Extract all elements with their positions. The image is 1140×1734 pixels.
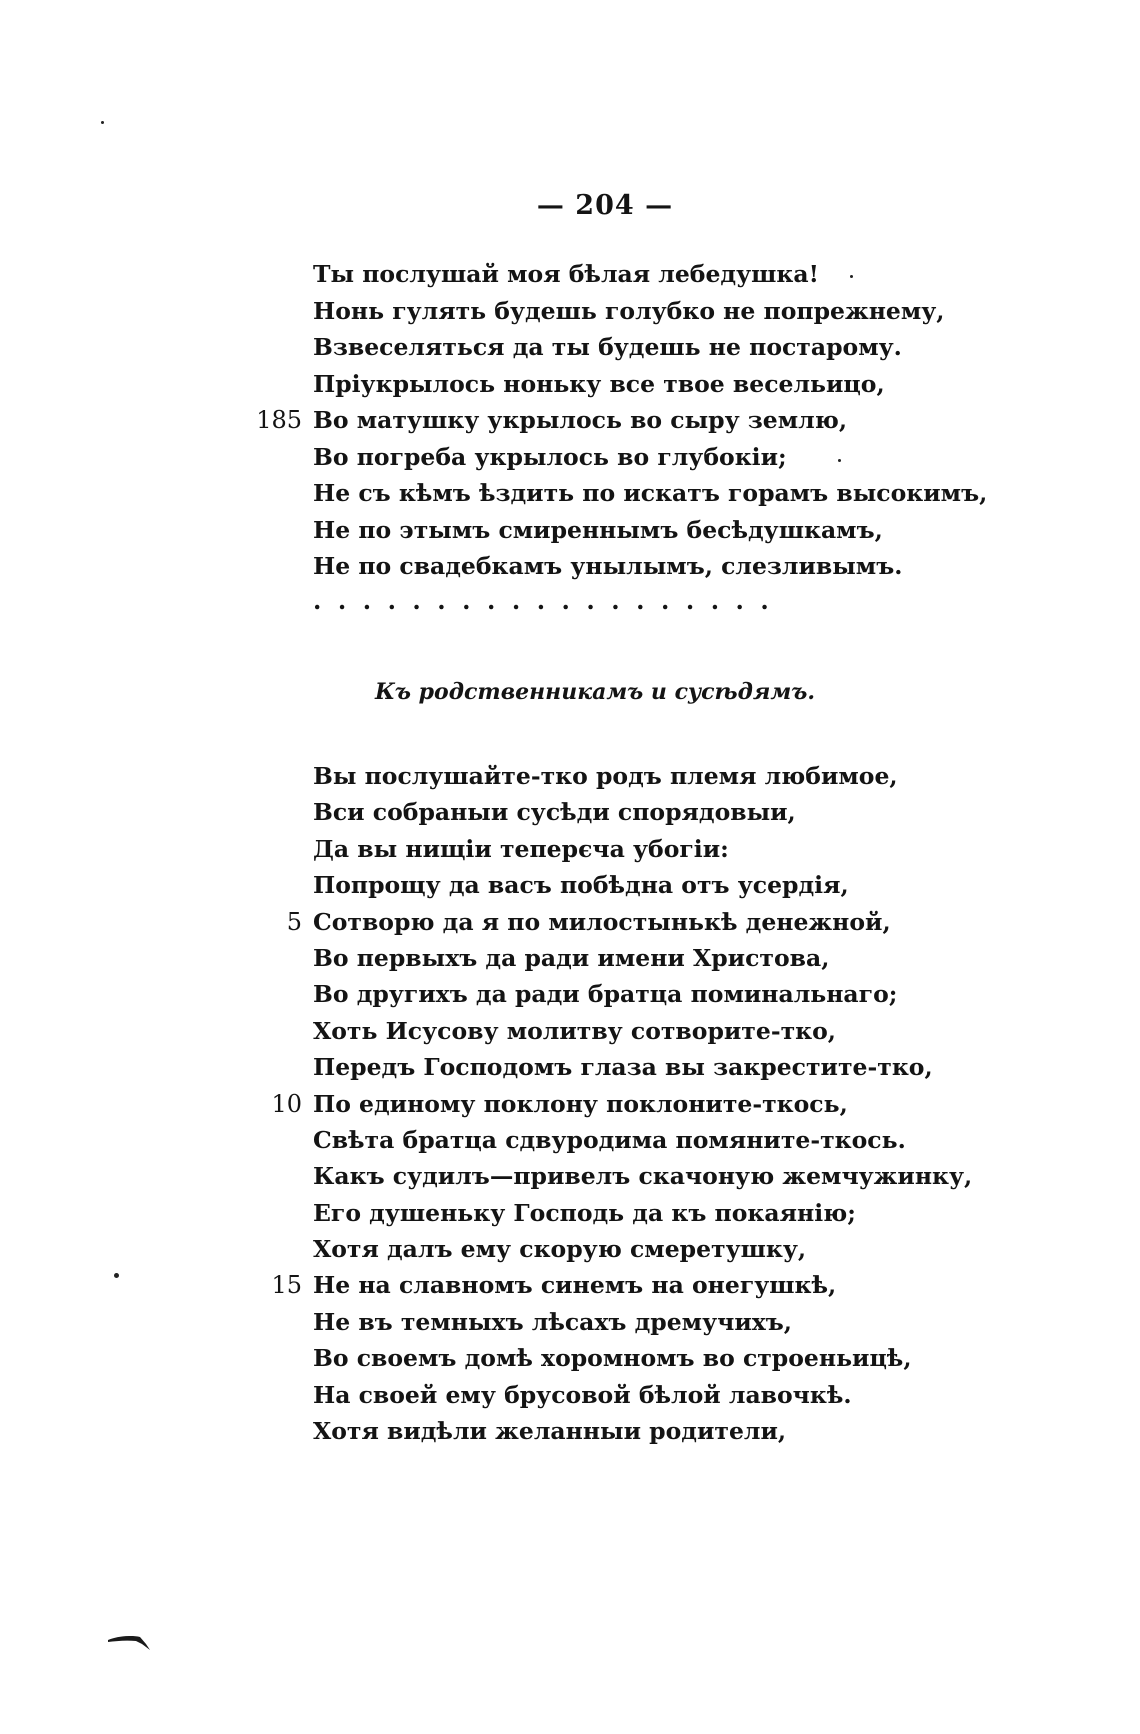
scan-speck (838, 459, 841, 462)
page-number: — 204 — (536, 190, 674, 221)
line-text: Свѣта братца сдвуродима помяните-ткось. (313, 1125, 906, 1154)
line-text: Нонь гулять будешь голубко не попрежнему, (313, 296, 945, 325)
poem-line (0, 976, 1140, 1012)
line-text: Какъ судилъ—привелъ скачоную жемчужинку, (313, 1162, 973, 1191)
poem-line (0, 439, 1140, 476)
line-text: На своей ему брусовой бѣлой лавочкѣ. (313, 1380, 852, 1409)
poem-line (0, 512, 1140, 549)
poem-line (0, 1304, 1140, 1340)
line-text: Не на славномъ синемъ на онегушкѣ, (313, 1271, 837, 1300)
line-text: Хотя видѣли желанныи родители, (313, 1417, 787, 1446)
poem-line (0, 1158, 1140, 1194)
ellipsis-dots: ................... (313, 586, 786, 615)
line-text: Хоть Исусову молитву сотворите-тко, (313, 1016, 836, 1045)
line-text: Пріукрылось ноньку все твое весельицо, (313, 369, 885, 398)
poem-line (0, 1049, 1140, 1085)
line-text: Хотя далъ ему скорую смеретушку, (313, 1235, 807, 1264)
line-text: Вси собраныи сусѣди спорядовыи, (313, 798, 796, 827)
line-text: Его душеньку Господь да къ покаянію; (313, 1198, 856, 1227)
poem-stanza-1 (0, 256, 1140, 585)
poem-line (0, 940, 1140, 976)
scan-speck (850, 275, 853, 278)
poem-line (0, 1413, 1140, 1449)
poem-line (0, 366, 1140, 403)
line-text: Во своемъ домѣ хоромномъ во строеньицѣ, (313, 1344, 912, 1373)
poem-line (0, 1195, 1140, 1231)
poem-line (0, 329, 1140, 366)
line-number: 10 (271, 1089, 302, 1118)
line-text: Да вы нищіи теперєча убогіи: (313, 834, 729, 863)
line-text: Не по этымъ смиреннымъ бесѣдушкамъ, (313, 515, 883, 544)
line-text: Сотворю да я по милостынькѣ денежной, (313, 907, 891, 936)
scan-mark (108, 1630, 152, 1652)
poem-line (0, 1377, 1140, 1413)
scan-speck (101, 121, 104, 124)
line-number: 185 (256, 406, 302, 434)
line-text: Не по свадебкамъ унылымъ, слезливымъ. (313, 552, 903, 580)
poem-line (0, 1340, 1140, 1376)
poem-line (0, 402, 1140, 439)
section-heading: Къ родственникамъ и сусѣдямъ. (375, 679, 815, 705)
line-text: Передъ Господомъ глаза вы закрестите-тко, (313, 1053, 933, 1082)
poem-line (0, 293, 1140, 330)
line-text: Во погреба укрылось во глубокіи; (313, 442, 787, 471)
poem-line (0, 1231, 1140, 1267)
line-text: Во матушку укрылось во сыру землю, (313, 406, 848, 434)
line-text: По единому поклону поклоните-ткось, (313, 1089, 848, 1118)
poem-line (0, 256, 1140, 293)
poem-line (0, 1267, 1140, 1303)
poem-line (0, 475, 1140, 512)
scan-speck (114, 1273, 119, 1278)
poem-line (0, 904, 1140, 940)
line-text: Во другихъ да ради братца поминальнаго; (313, 980, 898, 1009)
poem-line (0, 758, 1140, 794)
poem-line (0, 548, 1140, 585)
line-text: Взвеселяться да ты будешь не постарому. (313, 333, 902, 361)
poem-line (0, 794, 1140, 830)
line-text: Вы послушайте-тко родъ племя любимое, (313, 762, 898, 790)
line-text: Не съ кѣмъ ѣздить по искатъ горамъ высокимъ, (313, 479, 988, 507)
line-text: Попрощу да васъ побѣдна отъ усердія, (313, 871, 849, 900)
poem-line (0, 1013, 1140, 1049)
poem-stanza-2 (0, 758, 1140, 1449)
poem-line (0, 867, 1140, 903)
poem-line (0, 1086, 1140, 1122)
line-number: 5 (286, 907, 302, 936)
line-text: Во первыхъ да ради имени Христова, (313, 943, 830, 972)
line-text: Не въ темныхъ лѣсахъ дремучихъ, (313, 1307, 792, 1336)
line-number: 15 (271, 1271, 302, 1300)
poem-line (0, 1122, 1140, 1158)
poem-line (0, 831, 1140, 867)
line-text: Ты послушай моя бѣлая лебедушка! (313, 260, 819, 288)
